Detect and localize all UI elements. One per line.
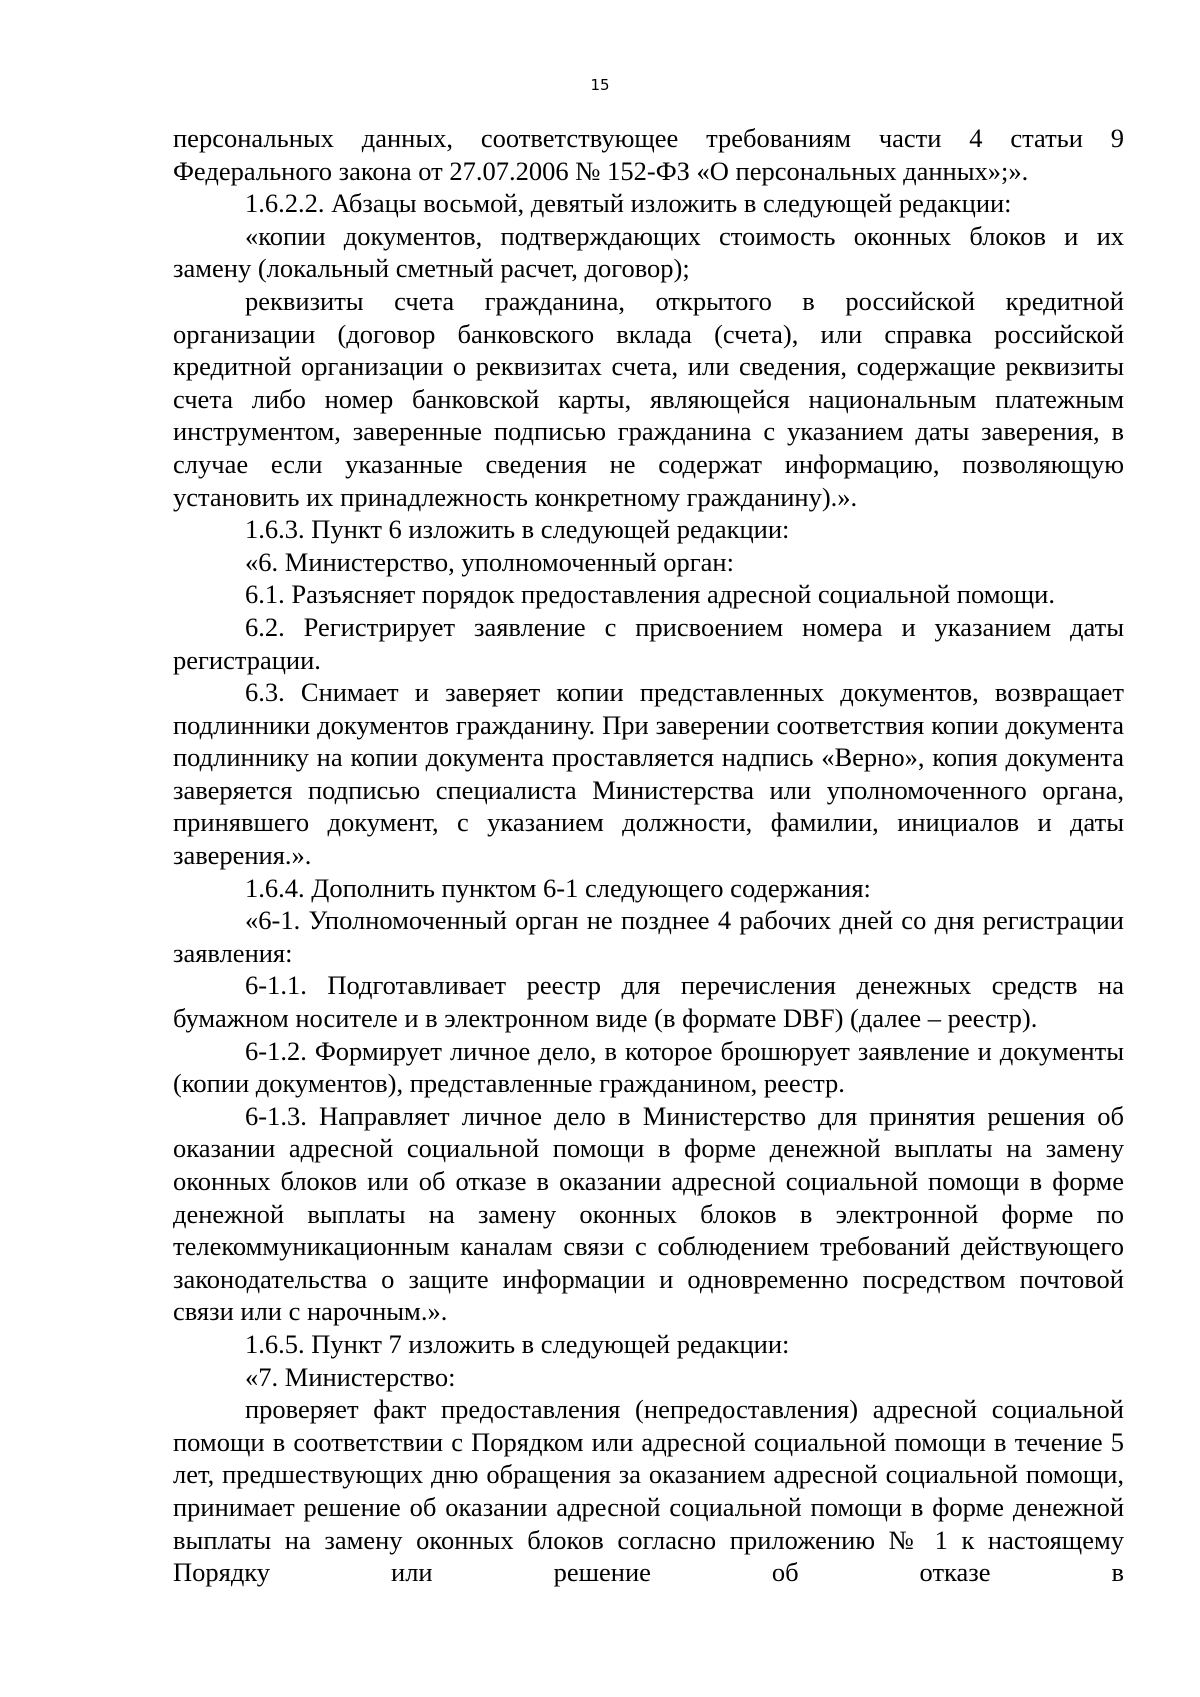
paragraph: 1.6.3. Пункт 6 изложить в следующей редакции: [245,514,790,545]
paragraph: 6-1.1. Подготавливает реестр для перечисления денежных средств на бумажном носителе и в электронном виде (в формате DBF) (далее – реестр). [173,970,1124,1034]
paragraph: персональных данных, соответствующее требованиям части 4 статьи 9 Федерального закона от 27.07.2006 № 152-ФЗ «О персональных данных»;». [173,123,1124,186]
paragraph: 1.6.5. Пункт 7 изложить в следующей редакции: [245,1328,790,1359]
paragraph: проверяет факт предоставления (непредоставления) адресной социальной помощи в соответствии с Порядком или адресной социальной помощи в течение 5 лет, предшествующих дню обращения за оказанием адресной социальной помощи, принимает решение об оказании адресной социальной помощи в форме денежной выплаты на замену оконных блоков согласно приложению № 1 к настоящему Порядку или решение об отказе в [173,1394,1124,1588]
paragraph: 6.1. Разъясняет порядок предоставления адресной социальной помощи. [245,579,1055,610]
paragraph: 6.2. Регистрирует заявление с присвоением номера и указанием даты регистрации. [173,611,1124,675]
paragraph: 6-1.2. Формирует личное дело, в которое брошюрует заявление и документы (копии документов), представленные гражданином, реестр. [173,1035,1124,1099]
page-number: 15 [590,76,610,94]
paragraph: «6-1. Уполномоченный орган не позднее 4 рабочих дней со дня регистрации заявления: [173,905,1124,968]
paragraph: «6. Министерство, уполномоченный орган: [245,546,734,577]
paragraph: реквизиты счета гражданина, открытого в российской кредитной организации (договор банковского вклада (счета), или справка российской кредитной организации о реквизитах счета, или сведения, содержащие реквизиты счета либо номер банковской карты, являющейся национальным платежным инструментом, заверенные подписью гражданина с указанием даты заверения, в случае если указанные сведения не содержат информацию, позволяющую установить их принадлежность конкретному гражданину).». [173,285,1124,512]
paragraph: 6.3. Снимает и заверяет копии представленных документов, возвращает подлинники документов гражданину. При заверении соответствия копии документа подлиннику на копии документа проставляется надпись «Верно», копия документа заверяется подписью специалиста Министерства или уполномоченного органа, принявшего документ, с указанием должности, фамилии, инициалов и даты заверения.». [173,677,1124,871]
paragraph: 1.6.4. Дополнить пунктом 6-1 следующего содержания: [245,872,871,903]
paragraph: «копии документов, подтверждающих стоимость оконных блоков и их замену (локальный сметный расчет, договор); [173,220,1124,284]
paragraph: «7. Министерство: [245,1361,456,1392]
document-body [173,122,1124,1589]
paragraph: 1.6.2.2. Абзацы восьмой, девятый изложить в следующей редакции: [245,188,1012,219]
paragraph: 6-1.3. Направляет личное дело в Министерство для принятия решения об оказании адресной социальной помощи в форме денежной выплаты на замену оконных блоков или об отказе в оказании адресной социальной помощи в форме денежной выплаты на замену оконных блоков в электронной форме по телекоммуникационным каналам связи с соблюдением требований действующего законодательства о защите информации и одновременно посредством почтовой связи или с нарочным.». [173,1100,1124,1327]
